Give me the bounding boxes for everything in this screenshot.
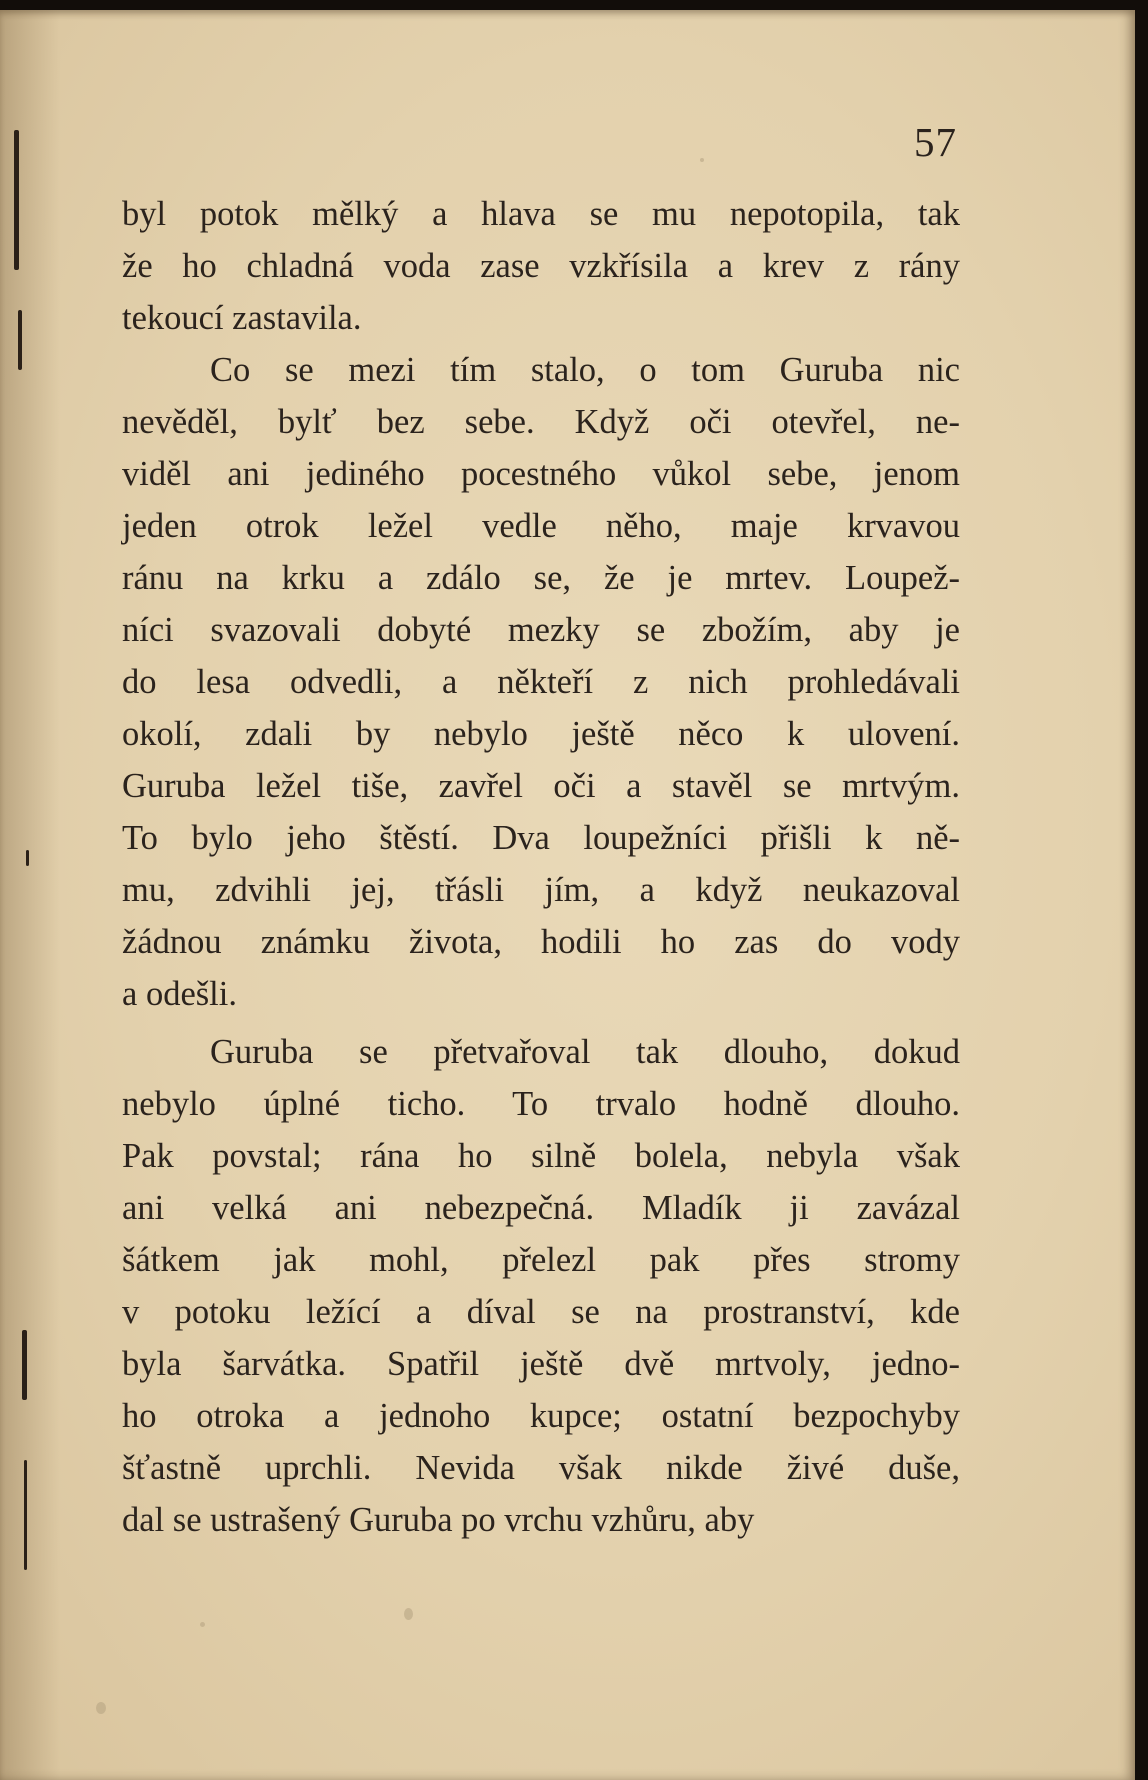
- text-line: že ho chladná voda zase vzkřísila a krev z rány: [122, 247, 960, 285]
- text-line: byla šarvátka. Spatřil ještě dvě mrtvoly, jedno-: [122, 1345, 960, 1383]
- text-line: ani velká ani nebezpečná. Mladík ji zavázal: [122, 1189, 960, 1227]
- text-line: nebylo úplné ticho. To trvalo hodně dlouho.: [122, 1085, 960, 1123]
- text-line: Pak povstal; rána ho silně bolela, nebyla však: [122, 1137, 960, 1175]
- text-line: Guruba ležel tiše, zavřel oči a stavěl se mrtvým.: [122, 767, 960, 805]
- text-line: šátkem jak mohl, přelezl pak přes stromy: [122, 1241, 960, 1279]
- paragraph: [122, 1026, 960, 1546]
- page-number: 57: [914, 119, 957, 165]
- paragraph: [122, 344, 960, 1020]
- text-line: Guruba se přetvařoval tak dlouho, dokud: [210, 1033, 960, 1071]
- body-text: [122, 188, 960, 1546]
- binding-mark: [22, 1330, 27, 1400]
- text-line: tekoucí zastavila.: [122, 299, 362, 337]
- paper-speck: [404, 1608, 413, 1620]
- text-line: žádnou známku života, hodili ho zas do vody: [122, 923, 960, 961]
- binding-mark: [14, 130, 19, 270]
- text-line: viděl ani jediného pocestného vůkol sebe, jenom: [122, 455, 960, 493]
- text-line: okolí, zdali by nebylo ještě něco k ulovení.: [122, 715, 960, 753]
- paragraph: [122, 188, 960, 344]
- paper-speck: [200, 1622, 205, 1627]
- book-page: [0, 10, 1135, 1780]
- text-line: a odešli.: [122, 975, 237, 1013]
- text-line: ho otroka a jednoho kupce; ostatní bezpochyby: [122, 1397, 960, 1435]
- text-line: níci svazovali dobyté mezky se zbožím, aby je: [122, 611, 960, 649]
- text-line: To bylo jeho štěstí. Dva loupežníci přišli k ně-: [122, 819, 960, 857]
- binding-mark: [18, 310, 22, 370]
- binding-mark: [26, 850, 29, 866]
- text-line: jeden otrok ležel vedle něho, maje krvavou: [122, 507, 960, 545]
- text-line: ránu na krku a zdálo se, že je mrtev. Loupež-: [122, 559, 960, 597]
- text-line: do lesa odvedli, a někteří z nich prohledávali: [122, 663, 960, 701]
- text-line: nevěděl, bylť bez sebe. Když oči otevřel, ne-: [122, 403, 960, 441]
- text-line: Co se mezi tím stalo, o tom Guruba nic: [210, 351, 960, 389]
- text-line: byl potok mělký a hlava se mu nepotopila, tak: [122, 195, 960, 233]
- text-line: mu, zdvihli jej, třásli jím, a když neukazoval: [122, 871, 960, 909]
- paper-speck: [96, 1702, 106, 1714]
- binding-mark: [24, 1460, 27, 1570]
- text-line: v potoku ležící a díval se na prostranství, kde: [122, 1293, 960, 1331]
- paper-speck: [700, 158, 704, 162]
- gutter-shadow: [0, 10, 60, 1780]
- text-line: šťastně uprchli. Nevida však nikde živé duše,: [122, 1449, 960, 1487]
- text-line: dal se ustrašený Guruba po vrchu vzhůru, aby: [122, 1501, 755, 1539]
